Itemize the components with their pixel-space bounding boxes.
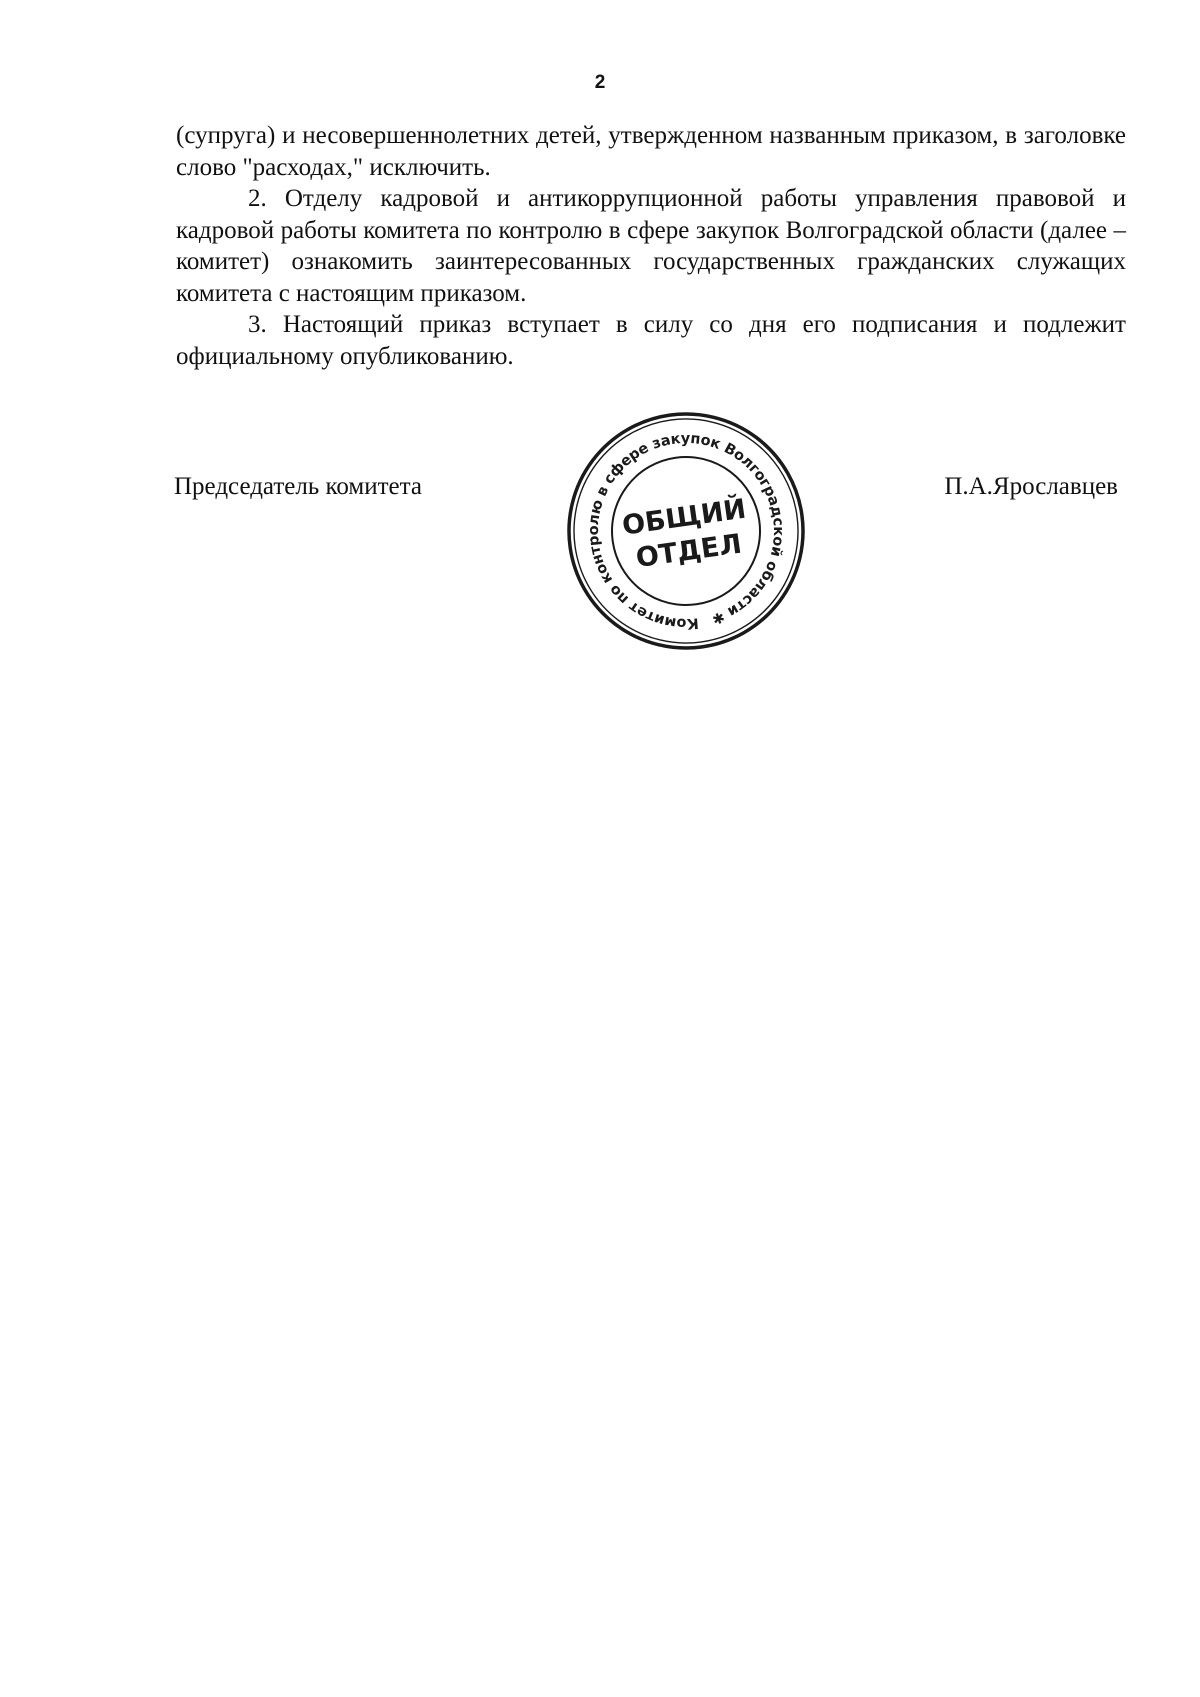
paragraph-continuation: (супруга) и несовершеннолетних детей, утвержденном названным приказом, в заголовке слово "расходах," исключить. (176, 122, 1126, 181)
page-number: 2 (594, 72, 606, 93)
signatory-position: Председатель комитета (174, 473, 422, 500)
stamp-seal-icon (565, 412, 807, 650)
paragraph-item-3: 3. Настоящий приказ вступает в силу со дня его подписания и подлежит официальному опубликованию. (176, 311, 1126, 370)
official-stamp (565, 412, 807, 650)
signatory-name: П.А.Ярославцев (944, 473, 1118, 500)
stamp-center-line1: ОБЩИЙ (620, 493, 748, 542)
paragraph-item-2: 2. Отделу кадровой и антикоррупционной работы управления правовой и кадровой работы комитета по контролю в сфере закупок Волгоградской области (далее – комитет) ознакомить заинтересованных государственных гражданских служащих комитета с настоящим приказом. (176, 185, 1126, 307)
stamp-center-line2: ОТДЕЛ (634, 528, 744, 575)
stamp-ring-text: Комитет по контролю в сфере закупок Волгоградской области ✱ (585, 430, 787, 632)
document-body (176, 120, 1126, 372)
